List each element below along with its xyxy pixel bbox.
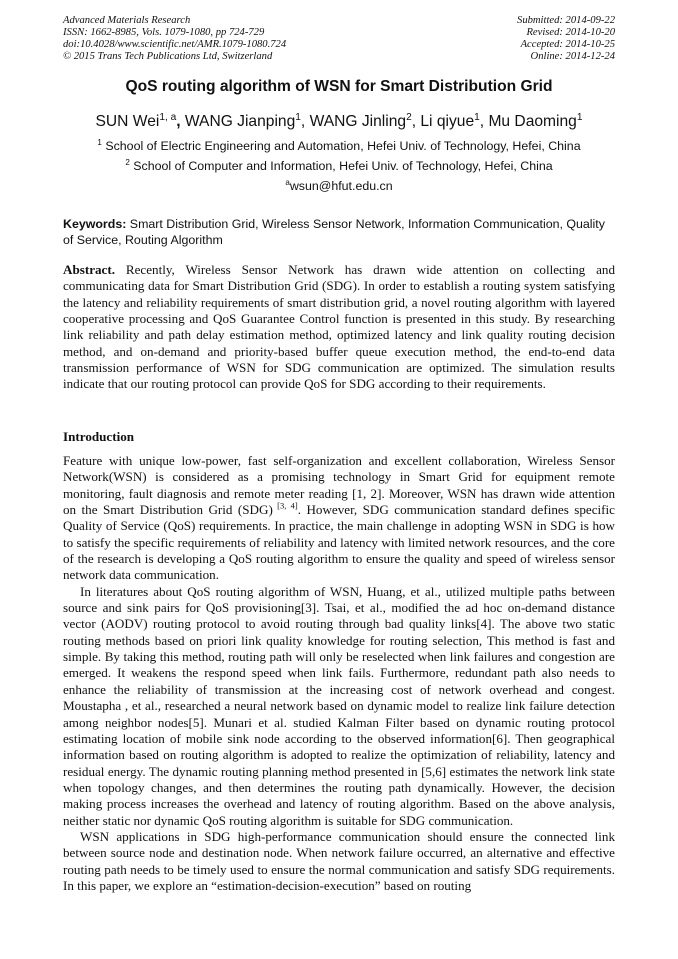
author-list — [0, 113, 678, 131]
affiliation-text: School of Electric Engineering and Automation, Hefei Univ. of Technology, Hefei, China — [101, 139, 581, 153]
paragraph-text: Feature with unique low-power, fast self-organization and excellent collaboration, Wireless Sensor Network(WSN) is considered as a promising technology in Smart Grid for equipment remote monitoring, fault diagnosis and remote meter reading [1, 2]. Moreover, WSN has drawn wide attention on the Smart Distribution Grid (SDG) — [63, 453, 615, 518]
affiliation-sup: 1 — [97, 137, 102, 147]
affiliation-sup: 2 — [125, 157, 130, 167]
paragraph-text: . However, SDG communication standard defines specific Quality of Service (QoS) requirements. In practice, the main challenge in adopting WSN in SDG is how to satisfy the specific requirements of reliability and latency with limited network resources, and the core of the research is developing a QoS routing algorithm to ensure the quality and speed of wireless sensor network data communication. — [63, 502, 615, 583]
section-heading-introduction: Introduction — [63, 429, 135, 444]
author-sup: 2 — [406, 111, 412, 123]
author-email — [0, 179, 678, 193]
journal-name: Advanced Materials Research — [63, 15, 191, 26]
abstract-text: Recently, Wireless Sensor Network has drawn wide attention on collecting and communicating data for Smart Distribution Grid (SDG). In order to establish a routing system satisfying the latency and reliability requirements of smart distribution grid, a novel routing algorithm with layered cooperative processing and QoS Guarantee Control function is presented in this study. By researching link reliability and path delay estimation method, optimized latency and link quality routing decision method, and on-demand and priority-based buffer queue execution method, the end-to-end data transmission performance of WSN for SDG communication are optimized. The simulation results indicate that our routing protocol can provide QoS for SDG according to their requirements. — [63, 262, 615, 392]
author-sup: 1 — [295, 111, 301, 123]
abstract-label: Abstract. — [63, 262, 115, 277]
copyright: © 2015 Trans Tech Publications Ltd, Switzerland — [63, 50, 273, 62]
online-date: Online: 2014-12-24 — [530, 50, 615, 62]
separator: , — [300, 113, 310, 130]
revised-date: Revised: 2014-10-20 — [526, 26, 615, 38]
doi: doi:10.4028/www.scientific.net/AMR.1079-1080.724 — [63, 38, 287, 50]
citation-sup: [3, 4] — [272, 500, 298, 511]
paragraph — [63, 453, 615, 584]
submitted-date: Submitted: 2014-09-22 — [517, 15, 615, 26]
separator: , — [176, 113, 185, 130]
dates-info — [517, 15, 615, 63]
email-text[interactable]: wsun@hfut.edu.cn — [289, 179, 393, 193]
introduction-body — [63, 453, 615, 894]
separator: , — [411, 113, 421, 130]
paper-title: QoS routing algorithm of WSN for Smart Distribution Grid — [125, 78, 553, 95]
author-name: Mu Daoming — [488, 113, 577, 130]
author-name: SUN Wei — [95, 113, 160, 130]
paragraph: WSN applications in SDG high-performance communication should ensure the connected link between source node and destination node. When network failure occurred, an alternative and effective routing path needs to be timely used to ensure the normal communication and satisfy SDG requirements. In this paper, we explore an “estimation-decision-execution” based on routing — [63, 828, 615, 893]
abstract — [63, 262, 615, 393]
journal-info — [63, 15, 286, 63]
separator: , — [479, 113, 489, 130]
paragraph: In literatures about QoS routing algorithm of WSN, Huang, et al., utilized multiple paths between source and sink pairs for QoS provisioning[3]. Tsai, et al., modified the ad hoc on-demand distance vector (AODV) routing protocol to avoid routing through bad quality links[4]. The above two static routing methods based on priori link quality knowledge for routing selection, This method is fast and simple. By taking this method, routing path will only be reselected when link failures and congestion are emerged. It weakens the respond speed when link fails. Furthermore, redundant path also needs to enhance the reliability of transmission at the increasing cost of network overhead and congest. Moustapha , et al., researched a neural network based on dynamic model to realize link failure detection among neighbor nodes[5]. Munari et al. studied Kalman Filter based on dynamic routing protocol estimating location of mobile sink node according to the observed information[6]. Then geographical information based on routing algorithm is adopted to realize the optimization of reliability, latency and residual energy. The dynamic routing planning method presented in [5,6] estimates the network link state when topology changes, and then determines the routing path dynamically. However, the decision making process increases the overhead and latency of routing algorithm. Based on the above analysis, neither static nor dynamic QoS routing algorithm is suitable for SDG communication. — [63, 583, 615, 828]
accepted-date: Accepted: 2014-10-25 — [520, 38, 615, 50]
keywords-label: Keywords: — [63, 217, 127, 231]
email-sup: a — [285, 177, 290, 187]
keywords-text: Smart Distribution Grid, Wireless Sensor Network, Information Communication, Quality of Service, Routing Algorithm — [63, 217, 605, 247]
affiliation-text: School of Computer and Information, Hefei Univ. of Technology, Hefei, China — [129, 159, 553, 173]
affiliation-1 — [0, 139, 678, 153]
author-name: WANG Jianping — [184, 113, 296, 130]
affiliation-2 — [0, 159, 678, 173]
author-name: WANG Jinling — [309, 113, 407, 130]
author-name: Li qiyue — [420, 113, 475, 130]
keywords — [63, 217, 615, 248]
author-sup: 1, a — [159, 111, 177, 123]
author-sup: 1 — [474, 111, 480, 123]
issn: ISSN: 1662-8985, Vols. 1079-1080, pp 724-729 — [63, 26, 265, 38]
author-sup: 1 — [576, 111, 583, 123]
